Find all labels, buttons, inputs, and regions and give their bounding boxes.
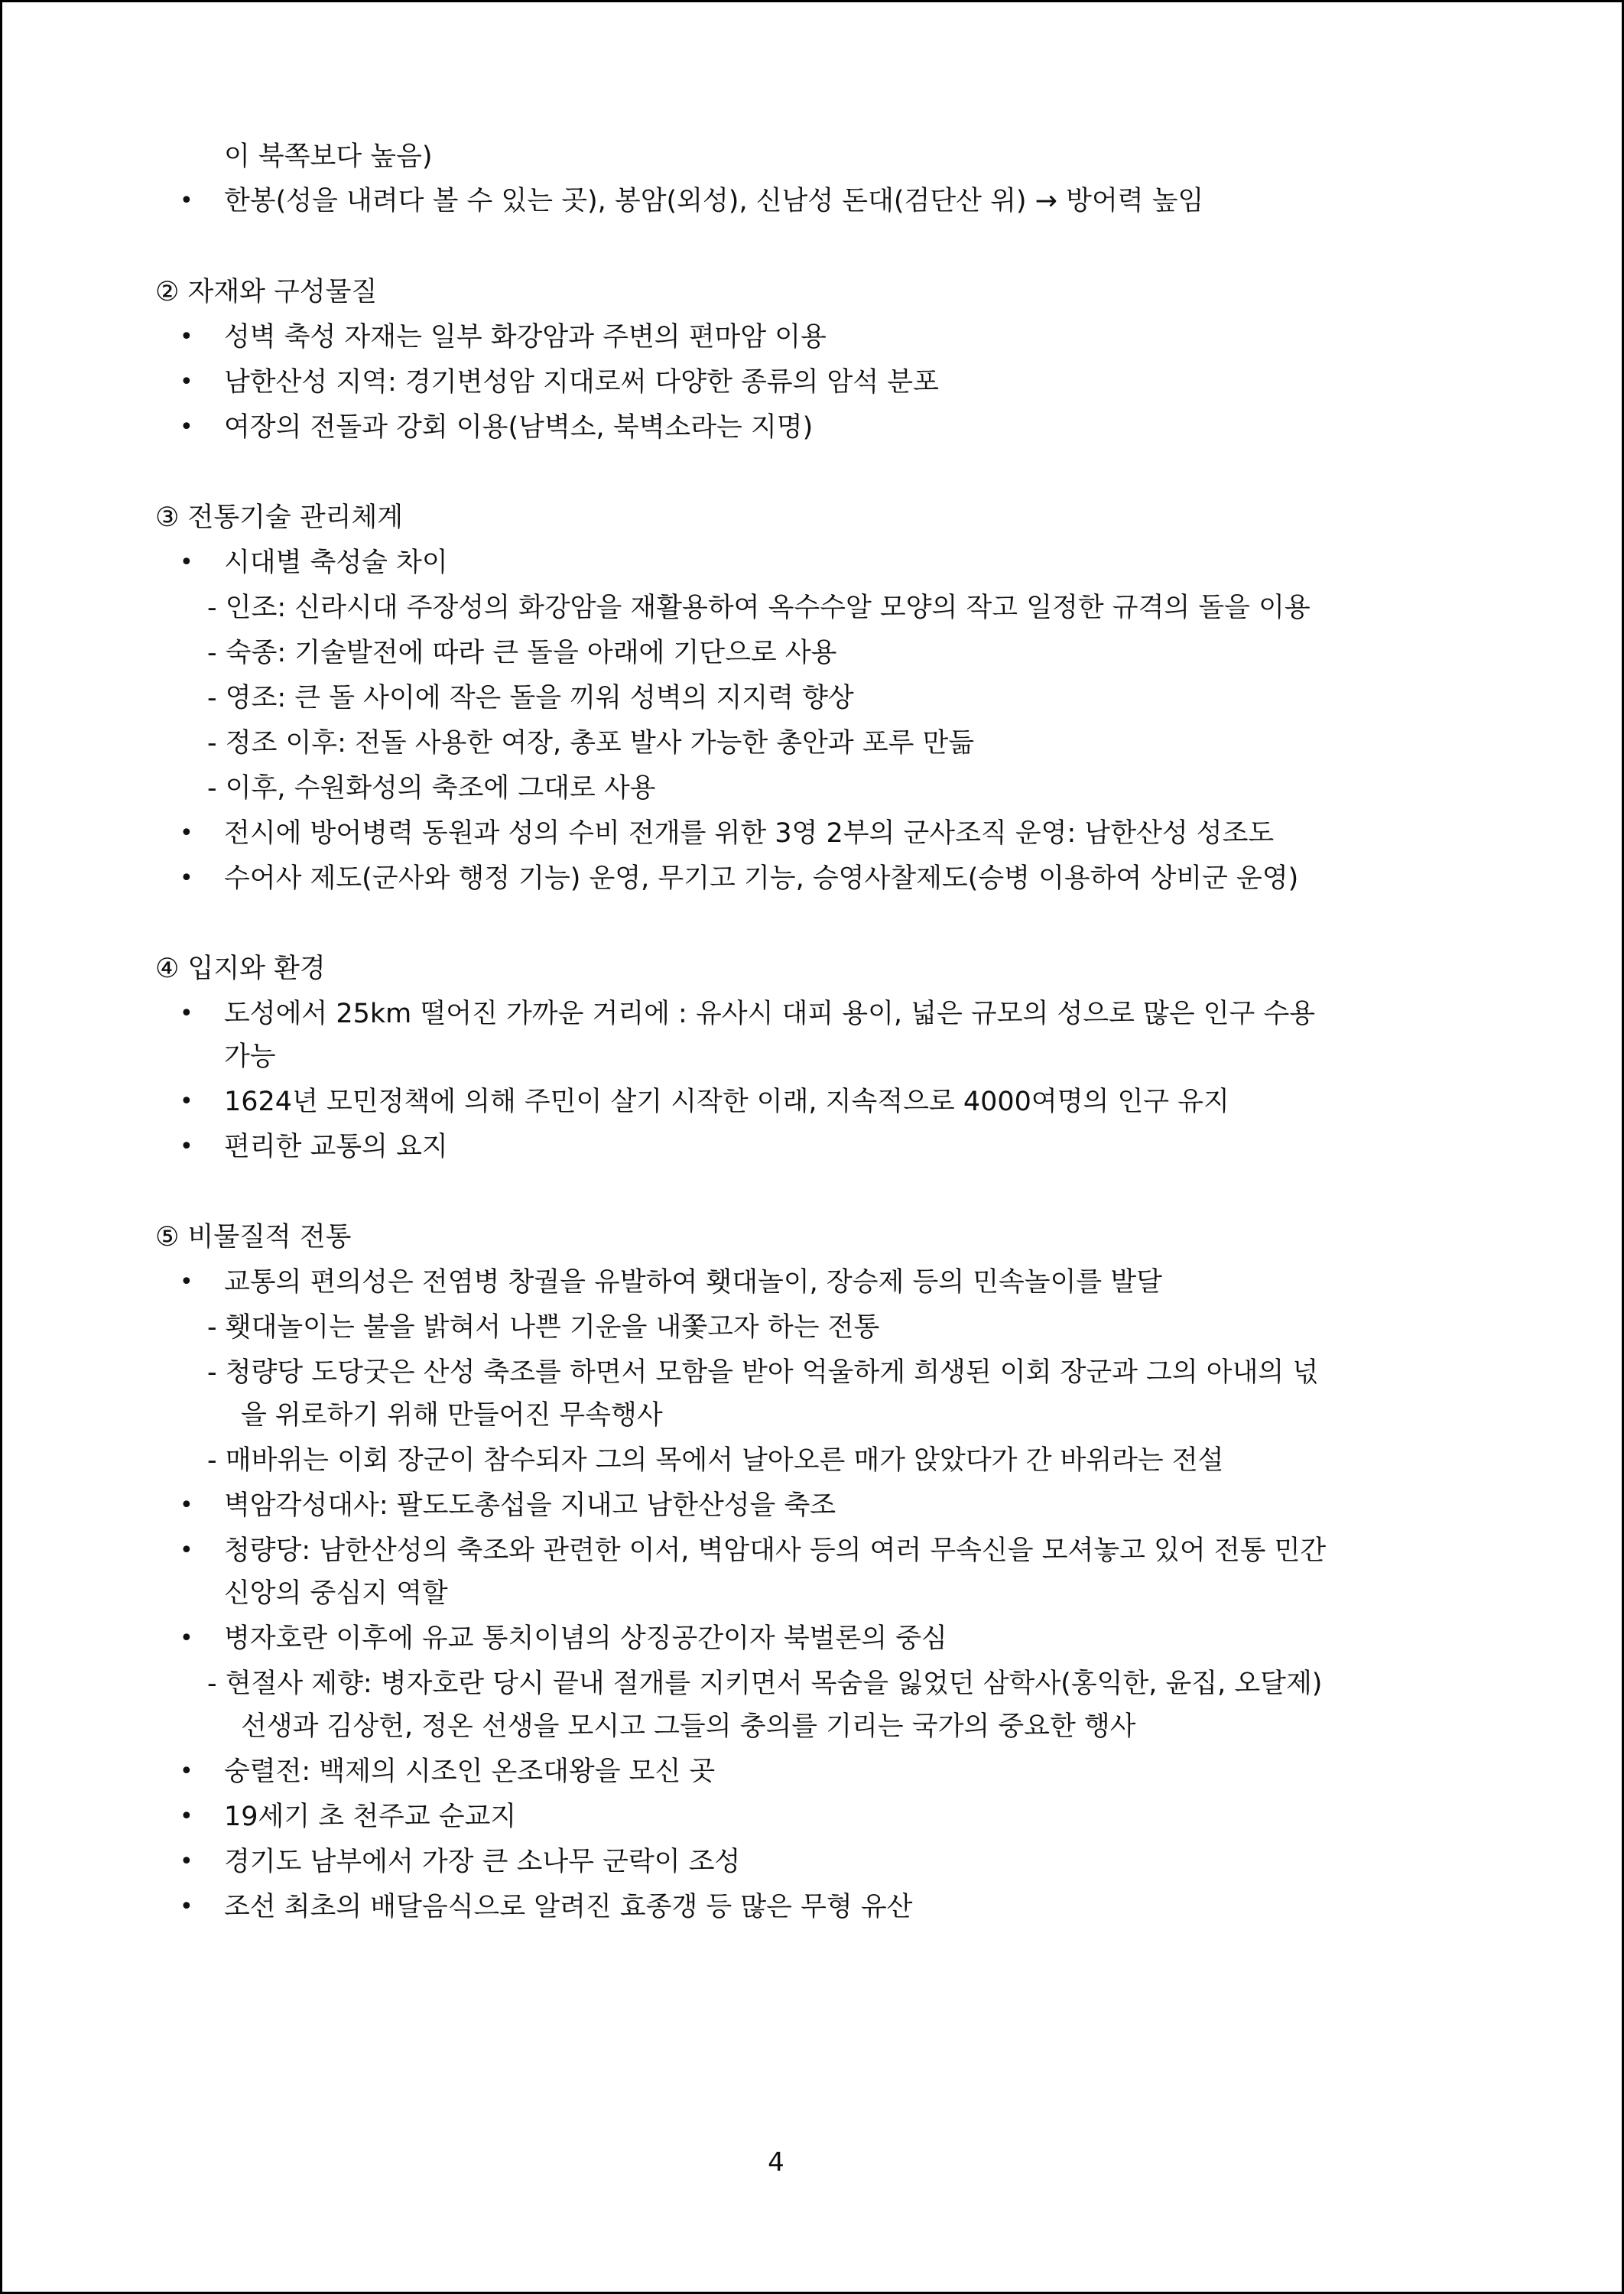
bullet-icon: • [180,1803,193,1830]
sub-item: - 인조: 신라시대 주장성의 화강암을 재활용하여 옥수수알 모양의 작고 일정한 규격의 돌을 이용 [207,593,1311,623]
bullet-icon: • [180,1625,193,1652]
sub-item: - 이후, 수원화성의 축조에 그대로 사용 [207,773,656,804]
bullet-item: 1624년 모민정책에 의해 주민이 살기 시작한 이래, 지속적으로 4000여명의 인구 유지 [224,1087,1229,1117]
bullet-item: 한봉(성을 내려다 볼 수 있는 곳), 봉암(외성), 신남성 돈대(검단산 위) → 방어력 높임 [224,186,1204,216]
bullet-icon: • [180,1088,193,1115]
bullet-item: 조선 최초의 배달음식으로 알려진 효종갱 등 많은 무형 유산 [224,1892,913,1922]
text-line: 이 북쪽보다 높음) [224,141,433,172]
bullet-item: 숭렬전: 백제의 시조인 온조대왕을 모신 곳 [224,1756,716,1787]
sub-item: - 정조 이후: 전돌 사용한 여장, 총포 발사 가능한 총안과 포루 만듦 [207,728,975,759]
bullet-item: 19세기 초 천주교 순교지 [224,1802,517,1832]
bullet-item: 편리한 교통의 요지 [224,1132,448,1162]
bullet-item-continuation: 가능 [224,1041,276,1072]
page-number: 4 [768,2147,784,2178]
bullet-item: 시대별 축성술 차이 [224,548,448,578]
bullet-icon: • [180,1758,193,1785]
bullet-item: 여장의 전돌과 강회 이용(남벽소, 북벽소라는 지명) [224,412,814,443]
bullet-item: 남한산성 지역: 경기변성암 지대로써 다양한 종류의 암석 분포 [224,367,939,398]
bullet-item: 청량당: 남한산성의 축조와 관련한 이서, 벽암대사 등의 여러 무속신을 모셔놓고 있어 전통 민간 [224,1535,1327,1566]
bullet-item: 성벽 축성 자재는 일부 화강암과 주변의 편마암 이용 [224,322,827,353]
sub-item: - 매바위는 이회 장군이 참수되자 그의 목에서 날아오른 매가 앉았다가 간 바위라는 전설 [207,1445,1224,1476]
sub-item: - 횃대놀이는 불을 밝혀서 나쁜 기운을 내쫓고자 하는 전통 [207,1312,880,1343]
bullet-icon: • [180,1537,193,1564]
bullet-icon: • [180,1848,193,1875]
bullet-item: 경기도 남부에서 가장 큰 소나무 군락이 조성 [224,1847,741,1877]
bullet-item: 병자호란 이후에 유교 통치이념의 상징공간이자 북벌론의 중심 [224,1623,947,1654]
bullet-icon: • [180,1893,193,1920]
sub-item: - 영조: 큰 돌 사이에 작은 돌을 끼워 성벽의 지지력 향상 [207,683,854,713]
bullet-icon: • [180,1269,193,1295]
section-heading: ③ 전통기술 관리체계 [155,502,404,533]
sub-item-continuation: 선생과 김상헌, 정온 선생을 모시고 그들의 충의를 기리는 국가의 중요한 행사 [241,1711,1136,1742]
bullet-icon: • [180,1492,193,1519]
bullet-icon: • [180,549,193,576]
bullet-icon: • [180,187,193,214]
sub-item: - 숙종: 기술발전에 따라 큰 돌을 아래에 기단으로 사용 [207,638,837,668]
bullet-icon: • [180,414,193,440]
sub-item: - 청량당 도당굿은 산성 축조를 하면서 모함을 받아 억울하게 희생된 이회 장군과 그의 아내의 넋 [207,1357,1319,1388]
bullet-item: 전시에 방어병력 동원과 성의 수비 전개를 위한 3영 2부의 군사조직 운영: 남한산성 성조도 [224,818,1275,849]
bullet-item: 벽암각성대사: 팔도도총섭을 지내고 남한산성을 축조 [224,1490,836,1521]
bullet-item: 교통의 편의성은 전염병 창궐을 유발하여 횃대놀이, 장승제 등의 민속놀이를 발달 [224,1267,1162,1298]
section-heading: ⑤ 비물질적 전통 [155,1222,352,1253]
bullet-icon: • [180,865,193,892]
section-heading: ② 자재와 구성물질 [155,277,378,307]
bullet-icon: • [180,1000,193,1027]
sub-item-continuation: 을 위로하기 위해 만들어진 무속행사 [241,1400,663,1431]
bullet-icon: • [180,323,193,350]
section-heading: ④ 입지와 환경 [155,954,326,984]
bullet-icon: • [180,1133,193,1160]
bullet-item: 도성에서 25km 떨어진 가까운 거리에 : 유사시 대피 용이, 넓은 규모의 성으로 많은 인구 수용 [224,999,1316,1029]
bullet-icon: • [180,369,193,395]
sub-item: - 현절사 제향: 병자호란 당시 끝내 절개를 지키면서 목숨을 잃었던 삼학사(홍익한, 윤집, 오달제) [207,1669,1323,1699]
bullet-icon: • [180,820,193,846]
bullet-item: 수어사 제도(군사와 행정 기능) 운영, 무기고 기능, 승영사찰제도(승병 이용하여 상비군 운영) [224,863,1299,894]
bullet-item-continuation: 신앙의 중심지 역할 [224,1578,448,1609]
